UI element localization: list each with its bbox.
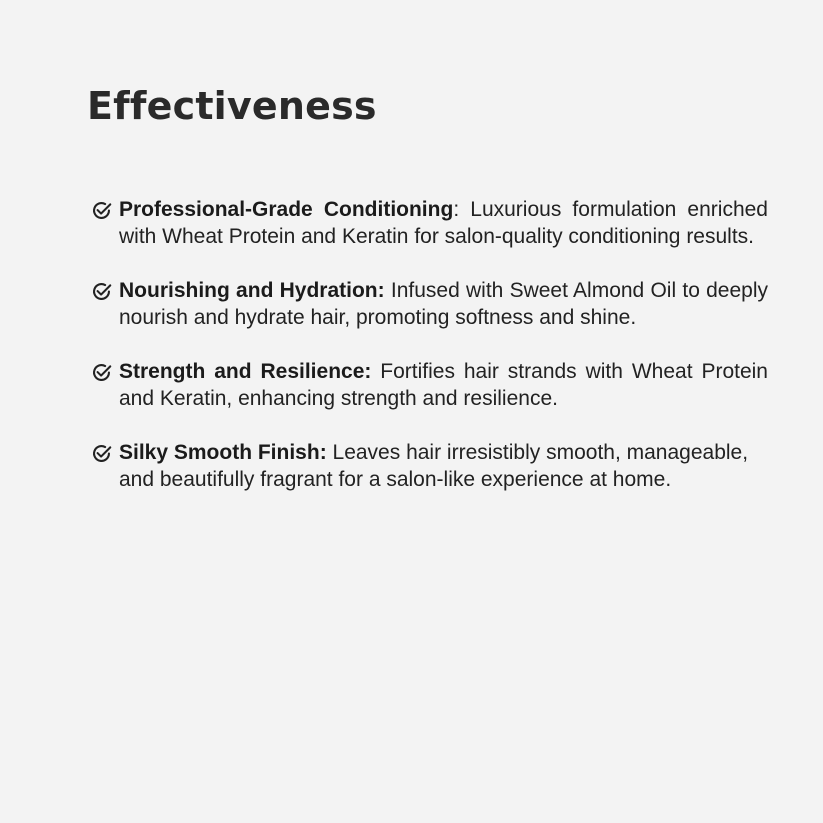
benefit-description: : Luxurious formulation enriched with Wheat Protein and Keratin for salon-quality conditioning results. bbox=[119, 198, 768, 248]
list-item bbox=[91, 196, 768, 250]
list-item bbox=[91, 358, 768, 412]
list-item bbox=[91, 439, 768, 493]
benefits-list bbox=[91, 196, 768, 520]
benefit-description: Leaves hair irresistibly smooth, manageable, and beautifully fragrant for a salon-like experience at home. bbox=[119, 441, 749, 491]
benefit-term: Silky Smooth Finish: bbox=[119, 441, 327, 464]
benefit-term: Professional-Grade Conditioning bbox=[119, 198, 454, 221]
benefit-term: Strength and Resilience: bbox=[119, 360, 372, 383]
check-circle-icon bbox=[91, 281, 112, 302]
benefit-term: Nourishing and Hydration: bbox=[119, 279, 385, 302]
benefit-description: Fortifies hair strands with Wheat Protein and Keratin, enhancing strength and resilience. bbox=[119, 360, 768, 410]
benefit-description: Infused with Sweet Almond Oil to deeply nourish and hydrate hair, promoting softness and shine. bbox=[119, 279, 769, 329]
check-circle-icon bbox=[91, 362, 112, 383]
page-title: Effectiveness bbox=[87, 84, 377, 128]
check-circle-icon bbox=[91, 443, 112, 464]
list-item bbox=[91, 277, 768, 331]
check-circle-icon bbox=[91, 200, 112, 221]
